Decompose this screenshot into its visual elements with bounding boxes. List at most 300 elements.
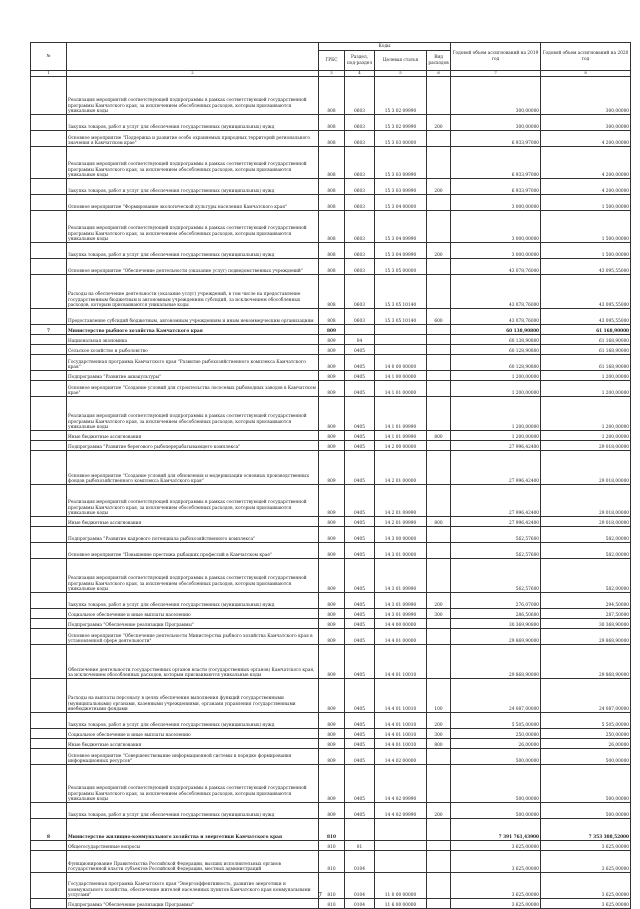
row-name: Расходы на выплаты персоналу в целях обеспечения выполнения функций государственными (муниципальными) органами, казенными учреждениями, органами управления государственными внебюджетными фондами — [67, 679, 319, 713]
row-amount-2020: 43 095,55000 — [541, 275, 631, 309]
row-name: Основное мероприятие "Повышение престижа рыбацких профессий в Камчатском крае" — [67, 543, 319, 559]
col-index: 4 — [345, 71, 375, 77]
row-name: Функционирование Правительства Российской Федерации, высших исполнительных органов государственной власти субъектов Российской Федерации, местных администраций — [67, 851, 319, 873]
row-number: 7 — [31, 325, 67, 335]
row-type — [427, 765, 451, 803]
table-row — [31, 619, 631, 629]
col-grbs-header: ГРБС — [319, 51, 345, 71]
row-amount-2020: 24 087,00000 — [541, 679, 631, 713]
row-grbs: 809 — [319, 325, 345, 335]
row-amount-2019: 3 000,00000 — [451, 195, 541, 211]
row-amount-2020: 1 500,00000 — [541, 195, 631, 211]
row-amount-2019: 286,50600 — [451, 609, 541, 619]
row-grbs: 809 — [319, 451, 345, 485]
row-target: 14 4 01 10010 — [375, 729, 427, 739]
row-number — [31, 517, 67, 527]
row-section: 0405 — [345, 485, 375, 517]
row-amount-2020: 500,00000 — [541, 765, 631, 803]
table-row — [31, 195, 631, 211]
row-type: 800 — [427, 739, 451, 749]
row-section: 0405 — [345, 713, 375, 729]
row-grbs: 808 — [319, 195, 345, 211]
row-name: Реализация мероприятий соответствующей подпрограммы в рамках соответствующей государственной программы Камчатского края, за исключением обособленных расходов, которым присваиваются уникальные коды — [67, 397, 319, 431]
table-row — [31, 381, 631, 397]
row-grbs: 809 — [319, 381, 345, 397]
row-number — [31, 309, 67, 325]
row-target: 15 3 02 09990 — [375, 115, 427, 131]
row-grbs: 809 — [319, 609, 345, 619]
row-section: 0603 — [345, 275, 375, 309]
table-row — [31, 739, 631, 749]
row-grbs: 809 — [319, 593, 345, 609]
table-row — [31, 543, 631, 559]
row-type — [427, 441, 451, 451]
col-name-header — [67, 43, 319, 71]
row-target — [375, 851, 427, 873]
row-amount-2019: 3 000,00000 — [451, 243, 541, 259]
row-amount-2020: 3 625,00000 — [541, 841, 631, 851]
row-target: 14 3 00 00000 — [375, 527, 427, 543]
row-grbs: 809 — [319, 355, 345, 371]
table-row — [31, 841, 631, 851]
row-name: Реализация мероприятий соответствующей подпрограммы в рамках соответствующей государственной программы Камчатского края, за исключением обособленных расходов, которым присваиваются уникальные коды — [67, 559, 319, 593]
row-section: 0405 — [345, 765, 375, 803]
row-amount-2020: 43 095,55000 — [541, 309, 631, 325]
row-type — [427, 77, 451, 115]
row-grbs: 810 — [319, 851, 345, 873]
row-amount-2019: 29 868,90000 — [451, 645, 541, 679]
row-amount-2019: 60 128,90800 — [451, 355, 541, 371]
row-amount-2019: 6 933,97000 — [451, 131, 541, 147]
row-name: Подпрограмма "Развитие кадрового потенциала рыбохозяйственного комплекса" — [67, 527, 319, 543]
row-name: Сельское хозяйство и рыболовство — [67, 345, 319, 355]
row-grbs: 808 — [319, 147, 345, 179]
table-row — [31, 441, 631, 451]
row-number — [31, 451, 67, 485]
row-grbs: 809 — [319, 629, 345, 645]
table-row — [31, 243, 631, 259]
table-row — [31, 803, 631, 819]
row-section: 0405 — [345, 739, 375, 749]
row-type — [427, 371, 451, 381]
row-target: 14 3 01 09990 — [375, 559, 427, 593]
row-type: 200 — [427, 713, 451, 729]
row-name: Иные бюджетные ассигнования — [67, 431, 319, 441]
row-section: 0603 — [345, 131, 375, 147]
row-amount-2019: 6 933,97000 — [451, 179, 541, 195]
row-grbs: 808 — [319, 275, 345, 309]
row-name: Основное мероприятие "Совершенствование информационной системы в порядке формирования информационных ресурсов" — [67, 749, 319, 765]
row-amount-2020: 30 368,90000 — [541, 619, 631, 629]
row-type — [427, 275, 451, 309]
row-number — [31, 335, 67, 345]
row-section: 0405 — [345, 749, 375, 765]
row-section — [345, 325, 375, 335]
row-amount-2020: 4 200,00000 — [541, 131, 631, 147]
row-amount-2019: 3 625,00000 — [451, 873, 541, 899]
row-name: Основное мероприятие "Формирование экологической культуры населения Камчатского края" — [67, 195, 319, 211]
row-amount-2020: 1 200,00000 — [541, 381, 631, 397]
row-amount-2019: 24 087,00000 — [451, 679, 541, 713]
row-grbs: 809 — [319, 485, 345, 517]
row-amount-2020: 500,00000 — [541, 749, 631, 765]
row-target: 11 6 00 00000 — [375, 899, 427, 909]
row-amount-2020: 500,00000 — [541, 803, 631, 819]
row-amount-2020: 3 625,00000 — [541, 873, 631, 899]
row-type: 200 — [427, 179, 451, 195]
row-grbs: 809 — [319, 441, 345, 451]
row-name: Государственная программа Камчатского края "Развитие рыбохозяйственного комплекса Камчатского края" — [67, 355, 319, 371]
row-amount-2019: 60 138,90800 — [451, 325, 541, 335]
row-number — [31, 803, 67, 819]
row-name: Закупка товаров, работ и услуг для обеспечения государственных (муниципальных) нужд — [67, 593, 319, 609]
row-grbs: 809 — [319, 559, 345, 593]
row-amount-2020: 300,00000 — [541, 77, 631, 115]
col-index: 7 — [451, 71, 541, 77]
table-row — [31, 559, 631, 593]
row-target: 14 4 01 10010 — [375, 645, 427, 679]
row-amount-2020: 61 168,90000 — [541, 325, 631, 335]
row-target: 14 4 00 00000 — [375, 619, 427, 629]
row-target: 14 2 01 00000 — [375, 451, 427, 485]
row-number — [31, 485, 67, 517]
row-amount-2020: 582,00000 — [541, 527, 631, 543]
row-amount-2020: 61 168,90000 — [541, 355, 631, 371]
row-name: Национальная экономика — [67, 335, 319, 345]
row-number — [31, 431, 67, 441]
table-row — [31, 309, 631, 325]
row-number — [31, 527, 67, 543]
row-amount-2019: 500,00000 — [451, 749, 541, 765]
row-section: 0603 — [345, 115, 375, 131]
row-amount-2020: 582,00000 — [541, 559, 631, 593]
codes-group-header: Коды — [319, 43, 451, 51]
row-type — [427, 841, 451, 851]
row-amount-2019: 27 996,42400 — [451, 517, 541, 527]
row-name: Закупка товаров, работ и услуг для обеспечения государственных (муниципальных) нужд — [67, 179, 319, 195]
row-section: 0405 — [345, 729, 375, 739]
row-number — [31, 851, 67, 873]
row-amount-2019: 27 996,42400 — [451, 441, 541, 451]
row-amount-2020: 29 018,00000 — [541, 485, 631, 517]
row-target: 15 3 02 09990 — [375, 77, 427, 115]
row-amount-2020: 582,00000 — [541, 543, 631, 559]
row-amount-2020: 4 200,00000 — [541, 179, 631, 195]
row-target: 14 4 01 10010 — [375, 739, 427, 749]
table-row — [31, 517, 631, 527]
row-number — [31, 131, 67, 147]
row-amount-2019: 60 128,90800 — [451, 345, 541, 355]
row-amount-2019: 500,00000 — [451, 803, 541, 819]
row-number — [31, 593, 67, 609]
row-target: 14 0 00 00000 — [375, 355, 427, 371]
row-number — [31, 371, 67, 381]
table-row — [31, 345, 631, 355]
row-name: Основное мероприятие "Создание условий для обновления и модернизации основных производственных фондов рыбохозяйственного комплекса Камчатского края" — [67, 451, 319, 485]
row-section: 0104 — [345, 899, 375, 909]
col-section-header: Раздел, под-раздел — [345, 51, 375, 71]
row-name: Закупка товаров, работ и услуг для обеспечения государственных (муниципальных) нужд — [67, 713, 319, 729]
row-section: 0603 — [345, 211, 375, 243]
row-section: 0405 — [345, 431, 375, 441]
row-amount-2019: 3 625,00000 — [451, 899, 541, 909]
row-type — [427, 559, 451, 593]
row-target: 14 2 01 09990 — [375, 485, 427, 517]
row-number — [31, 749, 67, 765]
budget-table-sheet — [30, 42, 630, 909]
table-row — [31, 397, 631, 431]
row-name: Основное мероприятие "Обеспечение деятельности Министерства рыбного хозяйства Камчатского края в установленной сфере деятельности" — [67, 629, 319, 645]
row-target: 14 3 01 09990 — [375, 593, 427, 609]
row-amount-2020: 29 868,90000 — [541, 629, 631, 645]
row-section: 0405 — [345, 593, 375, 609]
row-amount-2019: 1 200,00000 — [451, 371, 541, 381]
row-amount-2019: 562,57600 — [451, 543, 541, 559]
row-grbs: 808 — [319, 179, 345, 195]
row-target: 14 2 00 00000 — [375, 441, 427, 451]
row-name: Общегосударственные вопросы — [67, 841, 319, 851]
row-target: 15 3 04 09990 — [375, 243, 427, 259]
row-name: Предоставление субсидий бюджетным, автономным учреждениям и иным некоммерческим организациям — [67, 309, 319, 325]
row-target: 14 3 01 00000 — [375, 543, 427, 559]
page-number: 7 — [318, 892, 322, 899]
row-type: 800 — [427, 517, 451, 527]
row-type — [427, 851, 451, 873]
table-row — [31, 593, 631, 609]
row-amount-2019: 300,00000 — [451, 115, 541, 131]
col-num-header: № — [31, 43, 67, 71]
row-section: 0603 — [345, 259, 375, 275]
row-amount-2019: 3 625,00000 — [451, 841, 541, 851]
row-number — [31, 619, 67, 629]
row-target — [375, 819, 427, 841]
row-number — [31, 629, 67, 645]
row-target: 14 1 01 00000 — [375, 381, 427, 397]
row-grbs: 809 — [319, 749, 345, 765]
row-target — [375, 335, 427, 345]
row-grbs: 810 — [319, 841, 345, 851]
row-amount-2019: 3 625,00000 — [451, 851, 541, 873]
row-type: 200 — [427, 593, 451, 609]
row-name: Иные бюджетные ассигнования — [67, 739, 319, 749]
row-target: 11 0 00 00000 — [375, 873, 427, 899]
row-name: Государственная программа Камчатского края "Энергоэффективность, развитие энергетики и коммунального хозяйства, обеспечение жителей населенных пунктов Камчатского края коммунальными услугами" — [67, 873, 319, 899]
row-amount-2019: 300,00000 — [451, 77, 541, 115]
row-number — [31, 147, 67, 179]
row-grbs: 809 — [319, 543, 345, 559]
row-type — [427, 543, 451, 559]
row-section: 0603 — [345, 243, 375, 259]
row-section: 0405 — [345, 609, 375, 619]
col-2020-header: Годовой объем ассигнований на 2020 год — [541, 43, 631, 71]
row-type: 200 — [427, 243, 451, 259]
row-number — [31, 397, 67, 431]
table-row — [31, 147, 631, 179]
row-type — [427, 335, 451, 345]
table-row — [31, 679, 631, 713]
row-amount-2019: 43 078,76000 — [451, 259, 541, 275]
row-section: 0405 — [345, 371, 375, 381]
row-name: Закупка товаров, работ и услуг для обеспечения государственных (муниципальных) нужд — [67, 115, 319, 131]
row-number — [31, 841, 67, 851]
row-section: 0405 — [345, 527, 375, 543]
row-grbs: 809 — [319, 397, 345, 431]
row-section: 0405 — [345, 517, 375, 527]
row-target: 14 4 02 09990 — [375, 803, 427, 819]
row-target — [375, 841, 427, 851]
row-section: 0405 — [345, 619, 375, 629]
row-grbs: 809 — [319, 431, 345, 441]
row-name: Обеспечение деятельности государственных органов власти (государственных органов) Камчатского края, за исключением обособленных расходов, которым присваиваются уникальные коды — [67, 645, 319, 679]
row-target: 14 1 01 09990 — [375, 397, 427, 431]
row-amount-2019: 60 138,90800 — [451, 335, 541, 345]
table-row — [31, 527, 631, 543]
row-target: 14 1 00 00000 — [375, 371, 427, 381]
row-target: 15 3 05 10140 — [375, 309, 427, 325]
row-section: 04 — [345, 335, 375, 345]
row-amount-2020: 26,00000 — [541, 739, 631, 749]
row-type — [427, 629, 451, 645]
row-type — [427, 381, 451, 397]
row-amount-2020: 1 500,00000 — [541, 243, 631, 259]
col-2019-header: Годовой объем ассигнований на 2019 год — [451, 43, 541, 71]
row-grbs: 808 — [319, 115, 345, 131]
row-section: 0405 — [345, 381, 375, 397]
row-type — [427, 147, 451, 179]
row-section: 0405 — [345, 451, 375, 485]
row-target: 14 3 01 09990 — [375, 609, 427, 619]
row-section: 0405 — [345, 559, 375, 593]
row-amount-2019: 5 505,00000 — [451, 713, 541, 729]
row-type — [427, 899, 451, 909]
col-index: 5 — [375, 71, 427, 77]
col-index: 3 — [319, 71, 345, 77]
row-name: Реализация мероприятий соответствующей подпрограммы в рамках соответствующей государственной программы Камчатского края, за исключением обособленных расходов, которым присваиваются уникальные коды — [67, 147, 319, 179]
row-amount-2020: 287,50000 — [541, 609, 631, 619]
table-row — [31, 451, 631, 485]
col-target-header: Целевая статья — [375, 51, 427, 71]
row-amount-2020: 1 200,00000 — [541, 431, 631, 441]
row-type: 800 — [427, 431, 451, 441]
row-amount-2019: 27 996,42400 — [451, 485, 541, 517]
row-target: 15 3 05 00000 — [375, 259, 427, 275]
row-section: 0405 — [345, 355, 375, 371]
row-grbs: 808 — [319, 309, 345, 325]
budget-table — [30, 42, 631, 909]
row-grbs: 809 — [319, 517, 345, 527]
row-grbs: 809 — [319, 713, 345, 729]
row-number — [31, 355, 67, 371]
row-amount-2020: 29 868,90000 — [541, 645, 631, 679]
table-row — [31, 325, 631, 335]
row-target: 14 4 02 09990 — [375, 765, 427, 803]
row-amount-2019: 562,57600 — [451, 527, 541, 543]
row-amount-2020: 61 168,90000 — [541, 335, 631, 345]
row-amount-2020: 1 200,00000 — [541, 397, 631, 431]
row-type — [427, 131, 451, 147]
row-amount-2020: 29 018,00000 — [541, 441, 631, 451]
row-number — [31, 645, 67, 679]
row-amount-2019: 1 200,00000 — [451, 431, 541, 441]
row-name: Социальное обеспечение и иные выплаты населению — [67, 609, 319, 619]
row-section: 0405 — [345, 803, 375, 819]
row-grbs: 808 — [319, 211, 345, 243]
col-type-header: Вид расходов — [427, 51, 451, 71]
table-body — [31, 77, 631, 909]
row-section: 0405 — [345, 397, 375, 431]
row-section: 0405 — [345, 345, 375, 355]
row-number — [31, 729, 67, 739]
row-section: 0603 — [345, 309, 375, 325]
row-number — [31, 899, 67, 909]
row-amount-2019: 1 200,00000 — [451, 397, 541, 431]
row-number — [31, 765, 67, 803]
row-target: 15 3 05 10140 — [375, 275, 427, 309]
row-amount-2020: 300,00000 — [541, 115, 631, 131]
row-amount-2020: 29 018,00000 — [541, 451, 631, 485]
row-amount-2019: 1 200,00000 — [451, 381, 541, 397]
table-row — [31, 819, 631, 841]
row-grbs: 809 — [319, 619, 345, 629]
table-row — [31, 645, 631, 679]
row-target: 15 3 03 09990 — [375, 179, 427, 195]
row-number — [31, 609, 67, 619]
row-amount-2020: 7 353 388,52000 — [541, 819, 631, 841]
row-number — [31, 381, 67, 397]
table-row — [31, 713, 631, 729]
row-number — [31, 243, 67, 259]
row-number — [31, 739, 67, 749]
row-name: Реализация мероприятий соответствующей подпрограммы в рамках соответствующей государственной программы Камчатского края, за исключением обособленных расходов, которым присваиваются уникальные коды — [67, 765, 319, 803]
row-type: 200 — [427, 803, 451, 819]
row-type — [427, 259, 451, 275]
row-amount-2020: 3 625,00000 — [541, 899, 631, 909]
col-index: 8 — [541, 71, 631, 77]
row-amount-2019: 250,00000 — [451, 729, 541, 739]
col-index: 6 — [427, 71, 451, 77]
row-amount-2019: 27 996,42400 — [451, 451, 541, 485]
row-amount-2019: 43 078,76000 — [451, 309, 541, 325]
row-number — [31, 179, 67, 195]
row-grbs: 809 — [319, 765, 345, 803]
row-number — [31, 211, 67, 243]
row-target: 15 3 04 00000 — [375, 195, 427, 211]
row-grbs: 809 — [319, 739, 345, 749]
row-section: 0405 — [345, 543, 375, 559]
row-grbs: 809 — [319, 645, 345, 679]
row-section: 0603 — [345, 195, 375, 211]
row-grbs: 810 — [319, 819, 345, 841]
row-name: Иные бюджетные ассигнования — [67, 517, 319, 527]
row-amount-2019: 7 391 761,43900 — [451, 819, 541, 841]
row-grbs: 808 — [319, 77, 345, 115]
row-name: Подпрограмма "Обеспечение реализации Программы" — [67, 899, 319, 909]
row-target: 14 4 01 10010 — [375, 713, 427, 729]
row-name: Подпрограмма "Развитие берегового рыбоперерабатывающего комплекса" — [67, 441, 319, 451]
row-section: 0603 — [345, 179, 375, 195]
table-row — [31, 851, 631, 873]
row-type — [427, 619, 451, 629]
row-name: Основное мероприятие "Создание условий для строительства лососевых рыбоводных заводов в Камчатском крае" — [67, 381, 319, 397]
row-grbs: 809 — [319, 371, 345, 381]
row-type: 200 — [427, 115, 451, 131]
row-amount-2020: 1 200,00000 — [541, 371, 631, 381]
row-target — [375, 325, 427, 335]
row-name: Реализация мероприятий соответствующей подпрограммы в рамках соответствующей государственной программы Камчатского края, за исключением обособленных расходов, которым присваиваются уникальные коды — [67, 485, 319, 517]
row-target: 14 1 01 09990 — [375, 431, 427, 441]
row-type — [427, 485, 451, 517]
table-row — [31, 609, 631, 619]
